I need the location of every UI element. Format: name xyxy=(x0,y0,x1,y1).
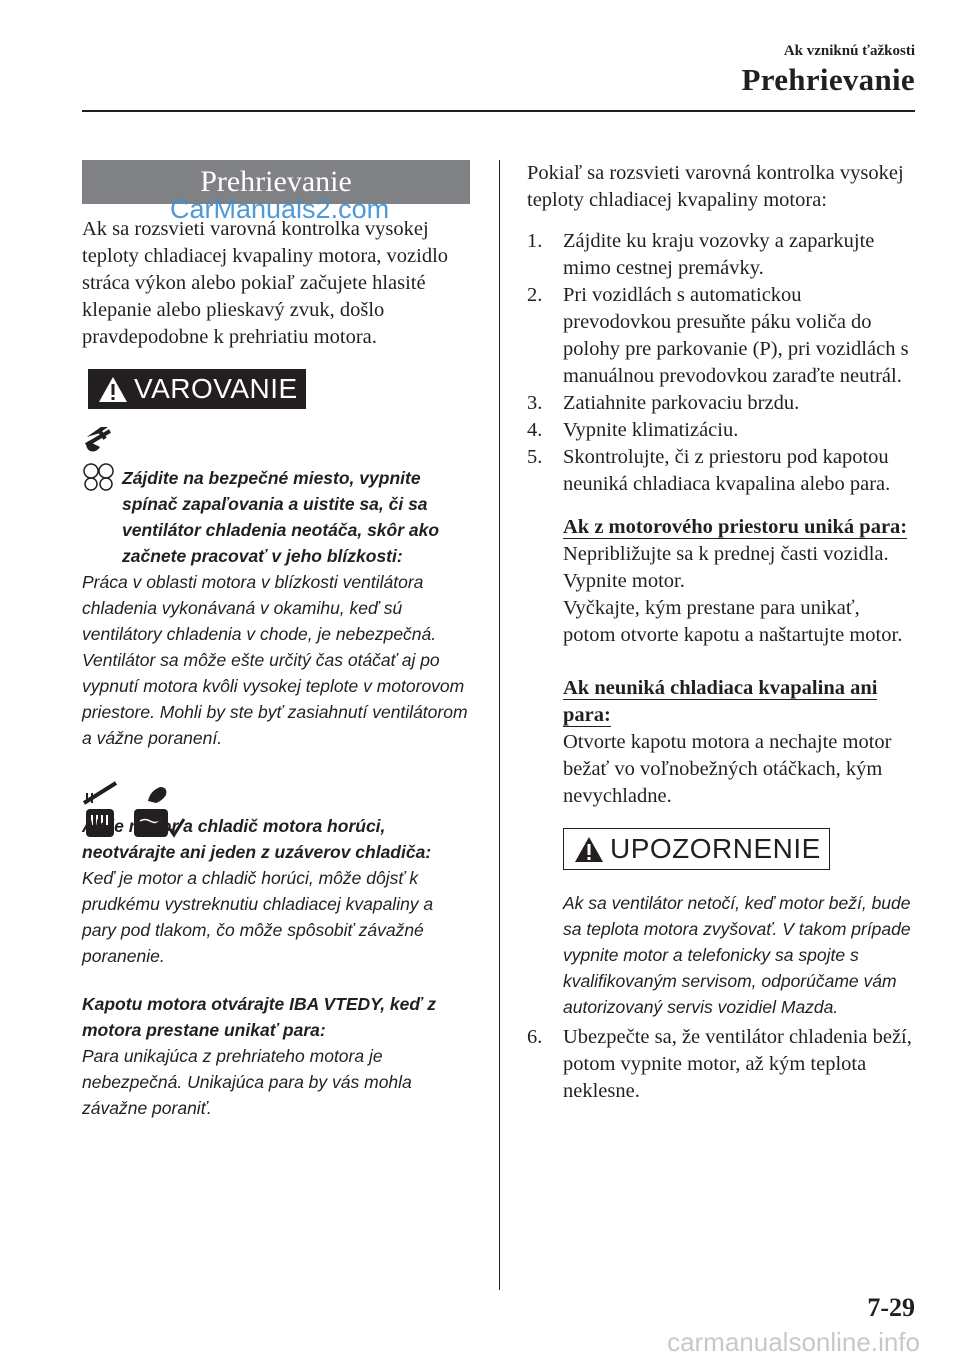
caution-label: UPOZORNENIE xyxy=(610,833,821,864)
step-number: 1. xyxy=(527,230,543,252)
step-text: Ubezpečte sa, že ventilátor chladenia beží, potom vypnite motor, až kým teplota neklesne. xyxy=(563,1026,912,1102)
step-text: Zatiahnite parkovaciu brzdu. xyxy=(563,392,800,414)
banner-title: Prehrievanie xyxy=(200,165,352,198)
step-item xyxy=(527,390,912,417)
left-column xyxy=(82,160,470,1121)
step-item xyxy=(527,444,912,498)
warning-1-text: Práca v oblasti motora v blízkosti ventilátora chladenia vykonávaná v okamihu, keď sú ventilátory chladenia v chode, je nebezpečná. Ventilátor sa môže ešte určitý čas otáčať aj po vypnutí motora kvôli vysokej teplote v motorovom priestore. Mohli by ste byť zasiahnutí ventilátorom a vážne poranení. xyxy=(82,572,468,748)
step-item xyxy=(527,417,912,444)
right-column xyxy=(527,160,912,1105)
case-1-text-2: Vyčkajte, kým prestane para unikať, potom otvorte kapotu a naštartujte motor. xyxy=(563,597,903,646)
page-number: 7-29 xyxy=(867,1293,915,1322)
section-banner xyxy=(82,160,470,224)
warning-2 xyxy=(82,813,470,969)
intro-paragraph: Ak sa rozsvieti varovná kontrolka vysokej teploty chladiacej kvapaliny motora, vozidlo stráca výkon alebo pokiaľ začujete hlasité klepanie alebo plieskavý zvuk, došlo pravdepodobne k prehriatiu motora. xyxy=(82,218,449,348)
step-number: 6. xyxy=(527,1026,543,1048)
warning-badge xyxy=(88,369,306,409)
warning-2-heading: Ak je motor a chladič motora horúci, neotvárajte ani jeden z uzáverov chladiča: xyxy=(82,816,432,862)
step-text: Skontrolujte, či z priestoru pod kapotou neuniká chladiaca kvapalina alebo para. xyxy=(563,446,891,495)
step-text: Zájdite ku kraju vozovky a zaparkujte mimo cestnej premávky. xyxy=(563,230,875,279)
case-2-text: Otvorte kapotu motora a nechajte motor bežať vo voľnobežných otáčkach, kým nevychladne. xyxy=(563,731,892,807)
fan-hand-prohibited-icon xyxy=(82,427,116,491)
section-title: Prehrievanie xyxy=(741,62,915,97)
step-item xyxy=(527,282,912,390)
case-2-heading xyxy=(563,675,912,729)
steps-list-continued xyxy=(527,1024,912,1105)
case-1-text: Nepribližujte sa k prednej časti vozidla. Vypnite motor. xyxy=(563,543,889,592)
warning-label: VAROVANIE xyxy=(134,373,298,404)
case-1-heading xyxy=(563,514,912,541)
warning-3-text: Para unikajúca z prehriateho motora je nebezpečná. Unikajúca para by vás mohla závažne poraniť. xyxy=(82,1046,412,1118)
step-number: 5. xyxy=(527,446,543,468)
caution-triangle-icon xyxy=(574,836,604,863)
warning-3-heading: Kapotu motora otvárajte IBA VTEDY, keď z motora prestane unikať para: xyxy=(82,994,436,1040)
warning-3 xyxy=(82,991,470,1121)
header-rule xyxy=(82,110,915,112)
step-number: 2. xyxy=(527,284,543,306)
caution-text: Ak sa ventilátor netočí, keď motor beží, bude sa teplota motora zvyšovať. V takom prípade vypnite motor a telefonicky sa spojte s kvalifikovaným servisom, odporúčame vám autorizovaný servis vozidiel Mazda. xyxy=(563,893,911,1017)
warning-1-heading: Zájdite na bezpečné miesto, vypnite spínač zapaľovania a uistite sa, či sa ventilátor chladenia neotáča, skôr ako začnete pracovať v jeho blízkosti: xyxy=(122,468,440,566)
footer-watermark: carmanualsonline.info xyxy=(667,1327,920,1357)
chapter-title: Ak vzniknú ťažkosti xyxy=(783,43,915,59)
right-intro: Pokiaľ sa rozsvieti varovná kontrolka vysokej teploty chladiacej kvapaliny motora: xyxy=(527,162,904,211)
step-text: Pri vozidlách s automatickou prevodovkou presuňte páku voliča do polohy pre parkovanie (P), pri vozidlách s manuálnou prevodovkou zaraďte neutrál. xyxy=(563,284,909,387)
step-item xyxy=(527,1024,912,1105)
step-number: 4. xyxy=(527,419,543,441)
warning-2-text: Keď je motor a chladič horúci, môže dôjsť k prudkému vystreknutiu chladiacej kvapaliny a pary pod tlakom, čo môže spôsobiť závažné poranenie. xyxy=(82,868,434,966)
step-number: 3. xyxy=(527,392,543,414)
watermark: CarManuals2.com xyxy=(170,194,390,224)
caution-badge xyxy=(563,828,830,870)
warning-1 xyxy=(82,465,470,751)
warning-triangle-icon xyxy=(98,376,128,403)
column-divider xyxy=(499,160,500,1290)
step-item xyxy=(527,228,912,282)
case-2-heading-text: Ak neuniká chladiaca kvapalina ani para: xyxy=(563,677,878,726)
steps-list xyxy=(527,228,912,498)
step-text: Vypnite klimatizáciu. xyxy=(563,419,739,441)
case-1-heading-text: Ak z motorového priestoru uniká para: xyxy=(563,516,908,538)
